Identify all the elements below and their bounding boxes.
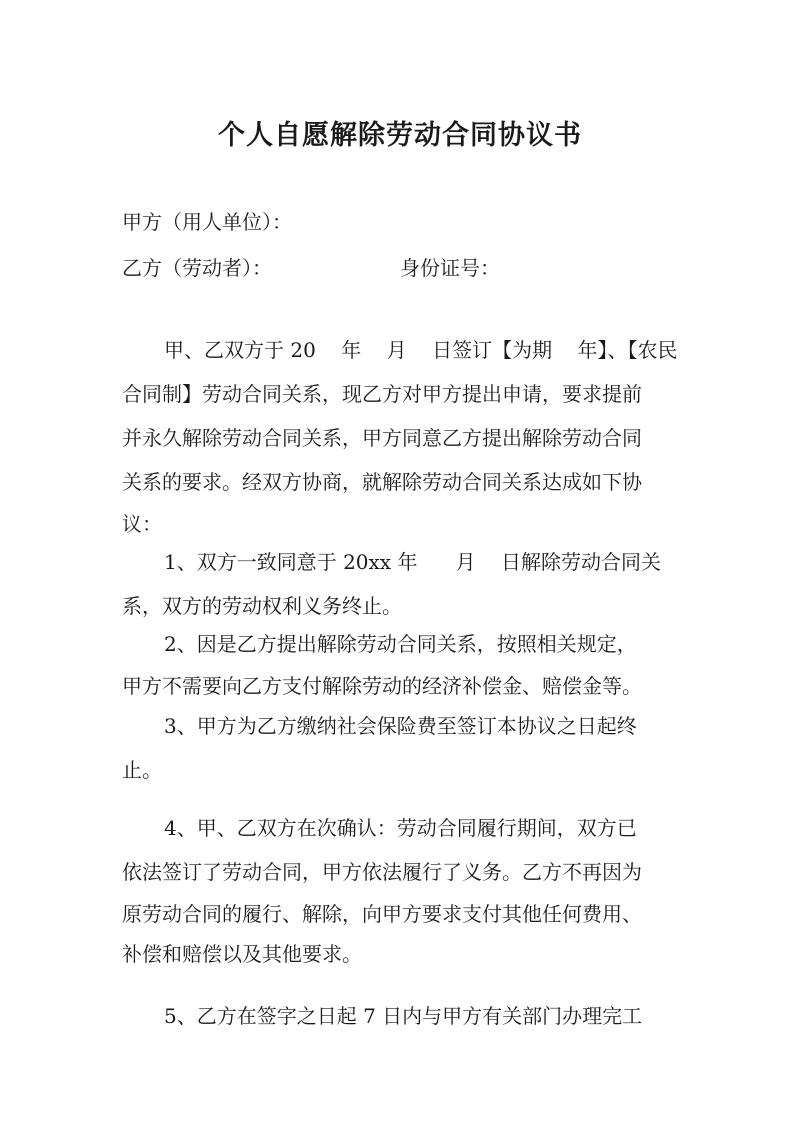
- clause-4-line: 原劳动合同的履行、解除，向甲方要求支付其他任何费用、: [122, 902, 642, 926]
- clause-2-line: 2、因是乙方提出解除劳动合同关系，按照相关规定，: [164, 632, 637, 656]
- clause-4-line: 4、甲、乙双方在次确认：劳动合同履行期间，双方已: [164, 816, 637, 840]
- party-a-label: 甲方（用人单位）：: [122, 210, 292, 234]
- id-number-label: 身份证号：: [400, 256, 500, 280]
- clause-1-line: 1、双方一致同意于 20xx 年 月 日解除劳动合同关: [164, 550, 662, 574]
- clause-4-line: 补偿和赔偿以及其他要求。: [122, 942, 362, 966]
- clause-4-line: 依法签订了劳动合同，甲方依法履行了义务。乙方不再因为: [122, 860, 642, 884]
- clause-1-line: 系，双方的劳动权利义务终止。: [122, 594, 402, 618]
- party-b-label: 乙方（劳动者）：: [122, 256, 272, 280]
- clause-3-line: 止。: [122, 758, 162, 782]
- intro-line: 甲、乙双方于 20 年 月 日签订【为期 年】、【农民: [164, 338, 678, 362]
- intro-line: 关系的要求。经双方协商，就解除劳动合同关系达成如下协: [122, 470, 642, 494]
- intro-line: 合同制】劳动合同关系，现乙方对甲方提出申请，要求提前: [122, 382, 642, 406]
- intro-line: 并永久解除劳动合同关系，甲方同意乙方提出解除劳动合同: [122, 426, 642, 450]
- document-title: 个人自愿解除劳动合同协议书: [218, 120, 582, 151]
- clause-3-line: 3、甲方为乙方缴纳社会保险费至签订本协议之日起终: [164, 714, 637, 738]
- intro-line: 议：: [122, 512, 162, 536]
- clause-2-line: 甲方不需要向乙方支付解除劳动的经济补偿金、赔偿金等。: [122, 674, 642, 698]
- clause-5-line: 5、乙方在签字之日起 7 日内与甲方有关部门办理完工: [164, 1004, 643, 1028]
